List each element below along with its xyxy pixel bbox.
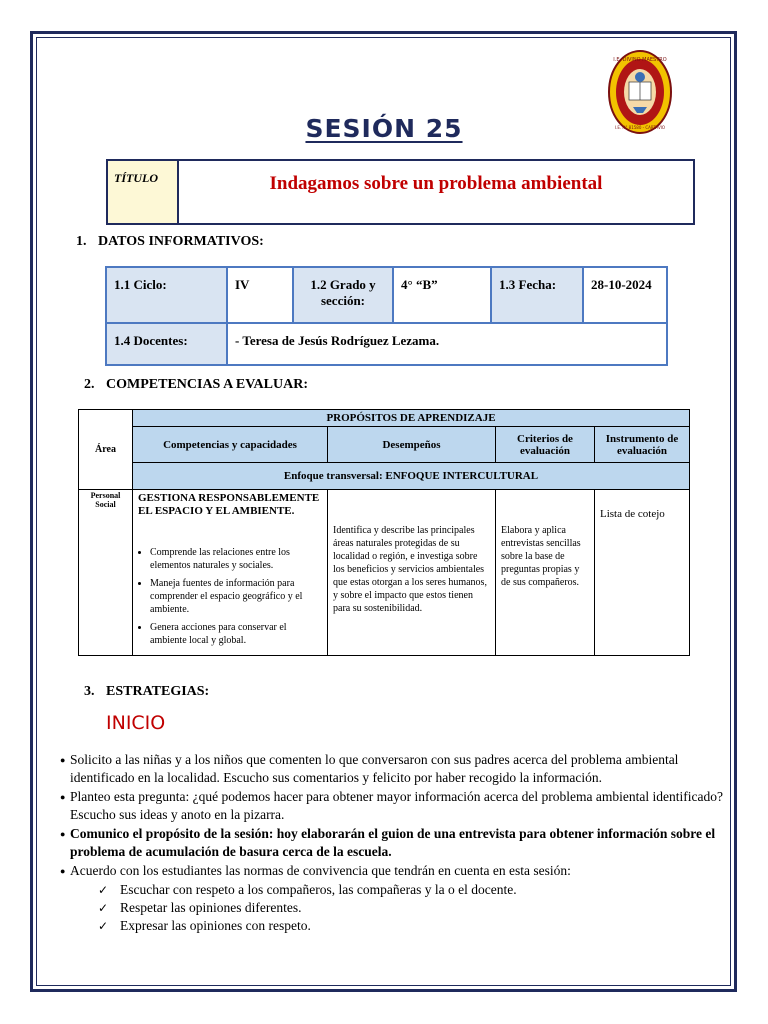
propositos-header: PROPÓSITOS DE APRENDIZAJE [133, 410, 690, 427]
strategy-item: ● Solicito a las niñas y a los niños que comenten lo que conversaron con sus padres acerca del problema ambiental identificado en la localidad. Escucho sus comentarios y felicito por haber recogido la información. [60, 751, 730, 787]
norma-item: ✓ Escuchar con respeto a los compañeros, las compañeras y la o el docente. [98, 881, 730, 899]
enfoque-text: Enfoque transversal: ENFOQUE INTERCULTURAL [283, 470, 539, 482]
norma-item: ✓ Expresar las opiniones con respeto. [98, 917, 730, 935]
svg-text:I.E. N° 81580 - CARTAVIO: I.E. N° 81580 - CARTAVIO [614, 125, 666, 130]
strategy-item: ● Planteo esta pregunta: ¿qué podemos hacer para obtener mayor información acerca del problema ambiental identificado? Escucho sus ideas y anoto en la pizarra. [60, 788, 730, 824]
strategy-item: ● Acuerdo con los estudiantes las normas de convivencia que tendrán en cuenta en esta sesión: [60, 862, 730, 880]
col-desempenos-header: Desempeños [328, 427, 496, 463]
strategy-list [60, 751, 730, 935]
session-title: SESIÓN 25 [305, 114, 463, 143]
col-criterios-header: Criterios de evaluación [496, 427, 595, 463]
competencia-title: GESTIONA RESPONSABLEMENTE EL ESPACIO Y EL AMBIENTE. [138, 492, 320, 517]
competencia-cell [133, 490, 328, 656]
titulo-value: Indagamos sobre un problema ambiental [269, 173, 603, 194]
titulo-label: TÍTULO [108, 161, 179, 223]
capacidad-item: • Genera acciones para conservar el ambiente local y global. [150, 621, 322, 647]
svg-text:I.E. DIVINO MAESTRO: I.E. DIVINO MAESTRO [613, 57, 667, 63]
section-heading-estrategias [84, 684, 209, 700]
criterio-cell: Elabora y aplica entrevistas sencillas sobre la base de preguntas propias y de sus compañeros. [496, 490, 595, 656]
strategy-item-proposito: ● Comunico el propósito de la sesión: hoy elaborarán el guion de una entrevista para obtener información sobre el problema de acumulación de basura cerca de la escuela. [60, 825, 730, 861]
normas-list [60, 881, 730, 935]
col-instrumento-header: Instrumento de evaluación [595, 427, 690, 463]
section-number: 2. [84, 377, 95, 392]
section-heading-competencias [84, 377, 308, 393]
section-title: DATOS INFORMATIVOS: [98, 234, 264, 249]
inicio-heading: INICIO [106, 712, 166, 734]
capacidad-item: • Comprende las relaciones entre los elementos naturales y sociales. [150, 546, 322, 572]
grado-value: 4° “B” [393, 267, 491, 323]
grado-label: 1.2 Grado y sección: [293, 267, 393, 323]
capacidades-list [138, 546, 322, 647]
fecha-label: 1.3 Fecha: [491, 267, 583, 323]
section-number: 1. [76, 234, 87, 249]
col-competencias-header: Competencias y capacidades [133, 427, 328, 463]
competencias-table [78, 409, 690, 656]
datos-informativos-table [105, 266, 668, 366]
area-value: Personal Social [79, 490, 133, 656]
enfoque-transversal [133, 463, 690, 490]
section-number: 3. [84, 684, 95, 699]
section-title: ESTRATEGIAS: [106, 684, 210, 699]
section-heading-datos [76, 234, 264, 250]
instrumento-cell: Lista de cotejo [595, 490, 690, 656]
titulo-box [106, 159, 695, 225]
fecha-value: 28-10-2024 [583, 267, 667, 323]
ciclo-label: 1.1 Ciclo: [106, 267, 227, 323]
area-header: Área [79, 410, 133, 490]
capacidad-item: • Maneja fuentes de información para comprender el espacio geográfico y el ambiente. [150, 577, 322, 616]
docentes-label: 1.4 Docentes: [106, 323, 227, 365]
ciclo-value: IV [227, 267, 293, 323]
norma-item: ✓ Respetar las opiniones diferentes. [98, 899, 730, 917]
desempeno-cell: Identifica y describe las principales áreas naturales protegidas de su localidad o región, e investiga sobre los beneficios y servicios ambientales que estas otorgan a los seres humanos, y sobre el impacto que estos tienen para su sostenibilidad. [328, 490, 496, 656]
section-title: COMPETENCIAS A EVALUAR: [106, 377, 308, 392]
docentes-value: - Teresa de Jesús Rodríguez Lezama. [227, 323, 667, 365]
